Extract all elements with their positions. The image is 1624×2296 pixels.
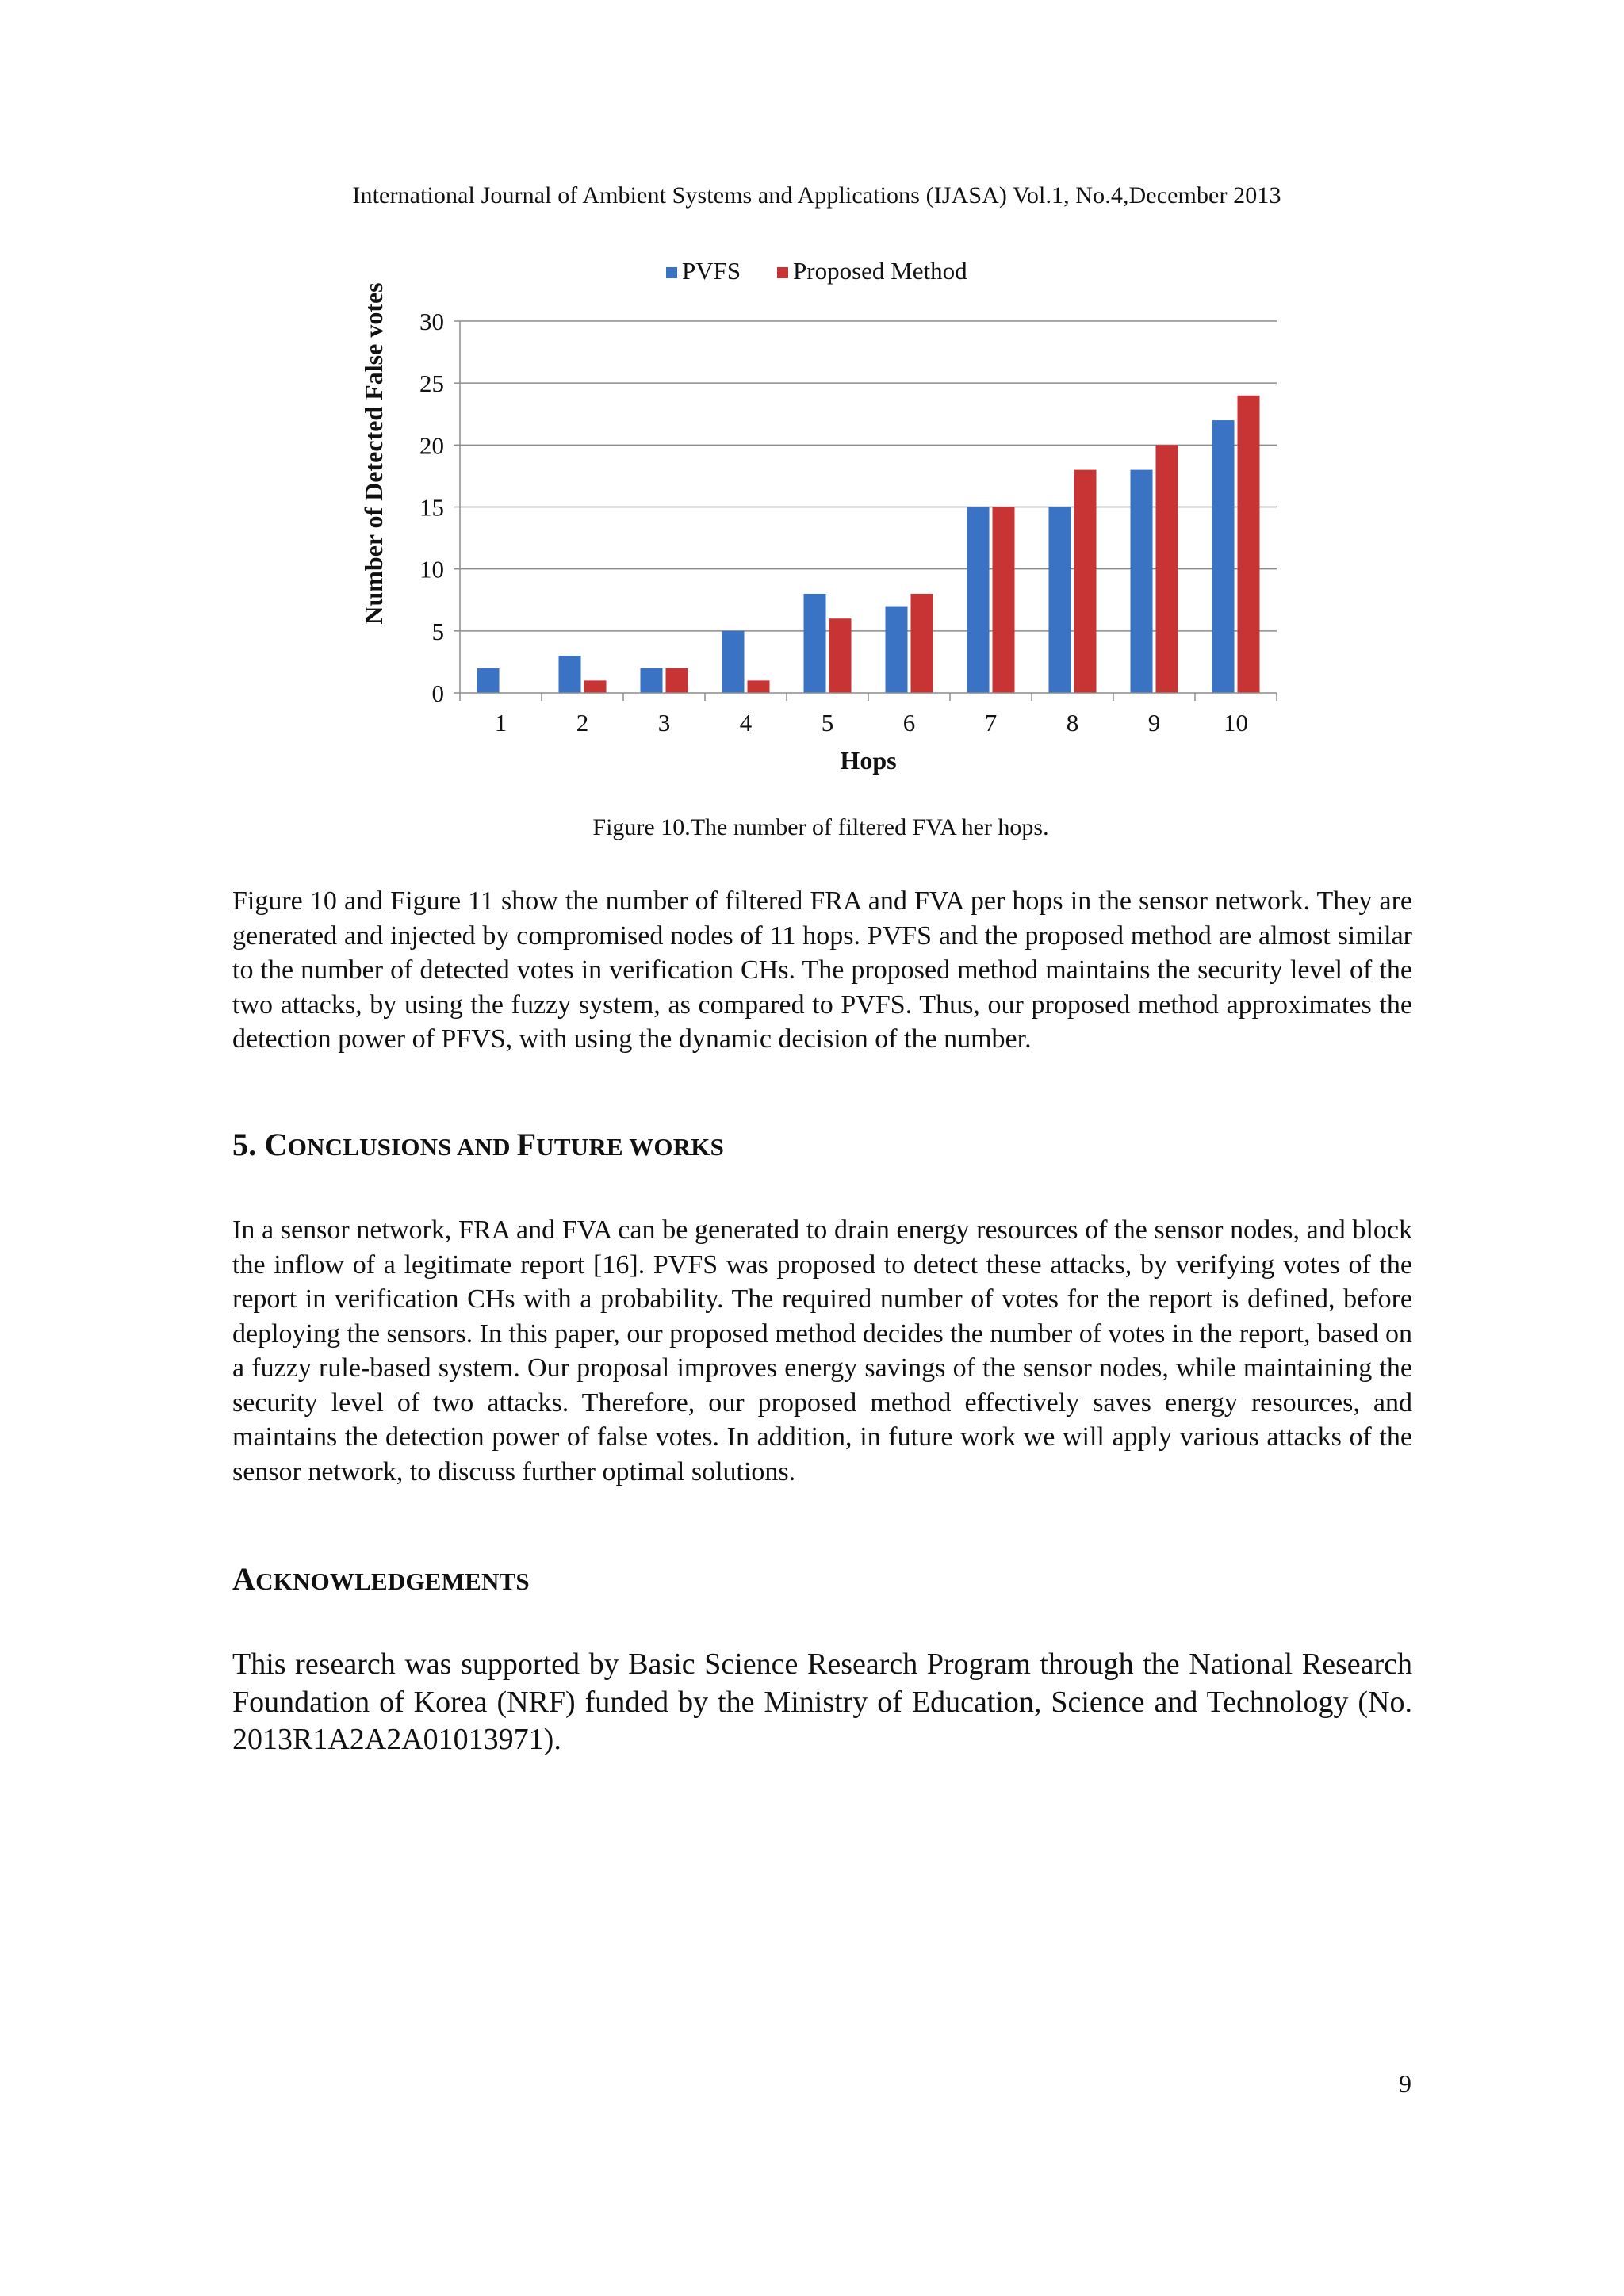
bar-pvfs-hop-1 — [477, 668, 500, 693]
page-number: 9 — [1399, 2069, 1411, 2098]
x-tick-labels — [495, 709, 1248, 737]
legend-swatch-proposed — [777, 267, 788, 278]
running-header: International Journal of Ambient Systems and Applications (IJASA) Vol.1, No.4,December 2013 — [352, 182, 1281, 209]
bar-pvfs-hop-2 — [559, 656, 581, 693]
x-axis-label: Hops — [840, 746, 897, 775]
bar-pvfs-hop-6 — [886, 607, 908, 693]
heading-rest-ack: CKNOWLEDGEMENTS — [255, 1567, 530, 1595]
y-tick-label: 25 — [419, 369, 444, 398]
acknowledgement-paragraph: This research was supported by Basic Science Research Program through the National Research Foundation of Korea (NRF) funded by the Ministry of Education, Science and Technology (No. 2013R1A2A2A01013971). — [232, 1647, 1412, 1756]
body-paragraph-2: In a sensor network, FRA and FVA can be generated to drain energy resources of the sensor nodes, and block the inflow of a legitimate report [16]. PVFS was proposed to detect these attacks, by verifying votes of the report in verification CHs with a probability. The required number of votes for the report is defined, before deploying the sensors. In this paper, our proposed method decides the number of votes in the report, based on a fuzzy rule-based system. Our proposal improves energy savings of the sensor nodes, while maintaining the security level of two attacks. Therefore, our proposed method effectively saves energy resources, and maintains the detection power of false votes. In addition, in future work we will apply various attacks of the sensor network, to discuss further optimal solutions. — [232, 1215, 1412, 1487]
y-tick-label: 5 — [431, 617, 444, 645]
legend-label-pvfs: PVFS — [682, 257, 741, 285]
x-tick-label: 5 — [821, 709, 834, 737]
y-tick-label: 15 — [419, 493, 444, 522]
x-tick-label: 7 — [984, 709, 998, 737]
bar-pvfs-hop-5 — [804, 594, 826, 693]
bar-proposed-hop-5 — [829, 618, 852, 693]
bar-pvfs-hop-10 — [1212, 420, 1235, 693]
heading-initial-f: F — [516, 1127, 537, 1162]
bar-proposed-hop-3 — [666, 668, 688, 693]
bar-pvfs-hop-9 — [1131, 470, 1153, 693]
y-tick-label: 10 — [419, 555, 444, 584]
y-axis-label: Number of Detected False votes — [359, 282, 388, 625]
bar-proposed-hop-8 — [1074, 470, 1097, 693]
chart-gridlines — [460, 321, 1277, 631]
bar-proposed-hop-7 — [993, 507, 1015, 694]
y-tick-label: 0 — [431, 679, 444, 707]
bar-proposed-hop-9 — [1156, 445, 1178, 693]
x-tick-label: 1 — [494, 709, 508, 737]
x-tick-label: 2 — [576, 709, 589, 737]
heading-initial-c: C — [264, 1127, 288, 1162]
bar-proposed-hop-10 — [1238, 396, 1260, 693]
legend-label-proposed: Proposed Method — [793, 257, 967, 285]
y-tick-label: 20 — [419, 431, 444, 460]
bar-pvfs-hop-3 — [641, 668, 663, 693]
bar-proposed-hop-4 — [748, 680, 770, 693]
body-paragraph-1: Figure 10 and Figure 11 show the number of filtered FRA and FVA per hops in the sensor network. They are generated and injected by compromised nodes of 11 hops. PVFS and the proposed method are almost similar to the number of detected votes in verification CHs. The proposed method maintains the security level of the two attacks, by using the fuzzy system, as compared to PVFS. Thus, our proposed method approximates the detection power of PFVS, with using the dynamic decision of the number. — [232, 886, 1412, 1054]
bar-chart — [349, 246, 1324, 793]
section-heading-conclusions — [232, 1126, 724, 1163]
heading-initial-a: A — [232, 1561, 256, 1597]
x-tick-label: 6 — [902, 709, 916, 737]
bar-pvfs-hop-7 — [967, 507, 990, 694]
heading-rest-2: UTURE WORKS — [536, 1133, 725, 1161]
y-tick-label: 30 — [419, 308, 444, 335]
x-tick-label: 3 — [657, 709, 671, 737]
figure-caption: Figure 10.The number of filtered FVA her hops. — [592, 814, 1049, 840]
chart-legend — [666, 257, 967, 285]
legend-swatch-pvfs — [666, 267, 677, 278]
y-tick-labels — [419, 308, 444, 707]
section-heading-acknowledgements — [232, 1560, 530, 1598]
bar-proposed-hop-2 — [584, 680, 607, 693]
bar-pvfs-hop-8 — [1049, 507, 1071, 694]
bar-proposed-hop-6 — [911, 594, 933, 693]
chart-bars — [477, 396, 1260, 693]
section-number: 5. — [232, 1127, 265, 1162]
x-tick-label: 8 — [1066, 709, 1079, 737]
bar-pvfs-hop-4 — [722, 631, 745, 693]
chart-axes — [454, 321, 1277, 701]
x-tick-label: 9 — [1147, 709, 1161, 737]
heading-rest-1: ONCLUSIONS AND — [287, 1133, 517, 1161]
x-tick-label: 4 — [739, 709, 753, 737]
x-tick-label: 10 — [1224, 709, 1248, 737]
